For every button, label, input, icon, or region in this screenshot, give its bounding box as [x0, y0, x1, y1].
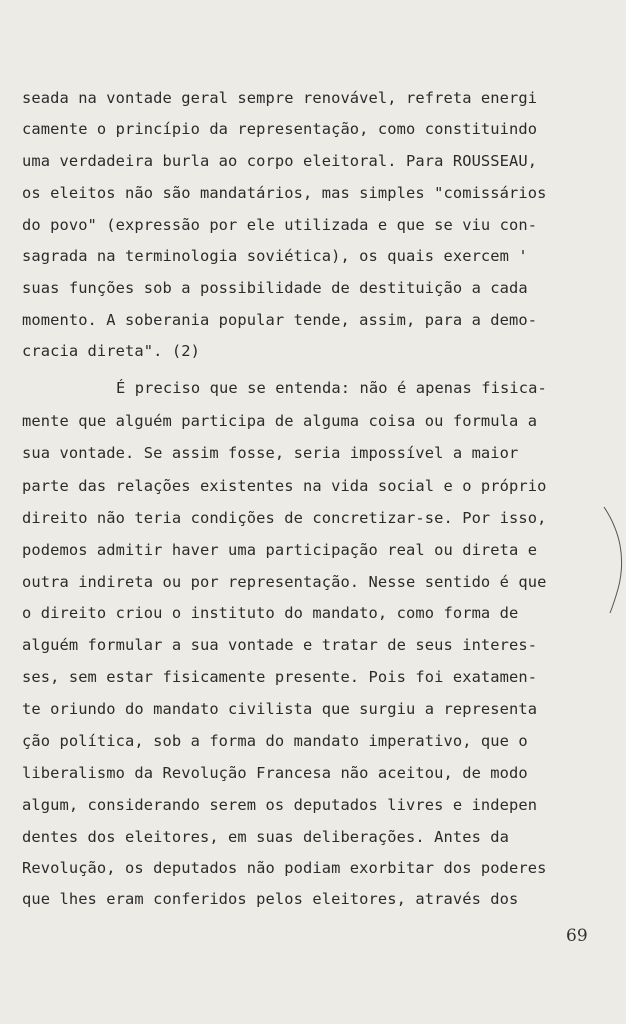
text-line: ses, sem estar fisicamente presente. Pois foi exatamen-	[22, 668, 538, 686]
text-line: liberalismo da Revolução Francesa não aceitou, de modo	[22, 764, 528, 782]
text-line: que lhes eram conferidos pelos eleitores, através dos	[22, 890, 519, 908]
text-line: outra indireta ou por representação. Nesse sentido é que	[22, 573, 547, 591]
text-line: do povo" (expressão por ele utilizada e que se viu con-	[22, 216, 538, 234]
page-number: 69	[566, 926, 588, 946]
text-line: cracia direta". (2)	[22, 342, 200, 360]
text-line: suas funções sob a possibilidade de destituição a cada	[22, 279, 528, 297]
text-line: mente que alguém participa de alguma coisa ou formula a	[22, 412, 538, 430]
text-line: momento. A soberania popular tende, assim, para a demo-	[22, 311, 538, 329]
text-line: os eleitos não são mandatários, mas simples "comissários	[22, 184, 547, 202]
text-line: o direito criou o instituto do mandato, como forma de	[22, 604, 519, 622]
text-line: podemos admitir haver uma participação real ou direta e	[22, 541, 538, 559]
text-line: ção política, sob a forma do mandato imperativo, que o	[22, 732, 528, 750]
text-line: direito não teria condições de concretizar-se. Por isso,	[22, 509, 547, 527]
text-line: uma verdadeira burla ao corpo eleitoral. Para ROUSSEAU,	[22, 152, 538, 170]
text-line: camente o princípio da representação, como constituindo	[22, 120, 538, 138]
text-line: Revolução, os deputados não podiam exorbitar dos poderes	[22, 859, 547, 877]
text-line: parte das relações existentes na vida social e o próprio	[22, 477, 547, 495]
text-line: sagrada na terminologia soviética), os quais exercem '	[22, 247, 528, 265]
text-line: seada na vontade geral sempre renovável, refreta energi	[22, 89, 538, 107]
text-line: alguém formular a sua vontade e tratar de seus interes-	[22, 636, 538, 654]
text-line: algum, considerando serem os deputados livres e indepen	[22, 796, 538, 814]
text-line: te oriundo do mandato civilista que surgiu a representa	[22, 700, 538, 718]
text-line: sua vontade. Se assim fosse, seria impossível a maior	[22, 444, 519, 462]
margin-bracket-mark	[602, 505, 626, 615]
text-line: dentes dos eleitores, em suas deliberações. Antes da	[22, 828, 510, 846]
paragraph-first-line: É preciso que se entenda: não é apenas fisica-	[116, 379, 547, 397]
